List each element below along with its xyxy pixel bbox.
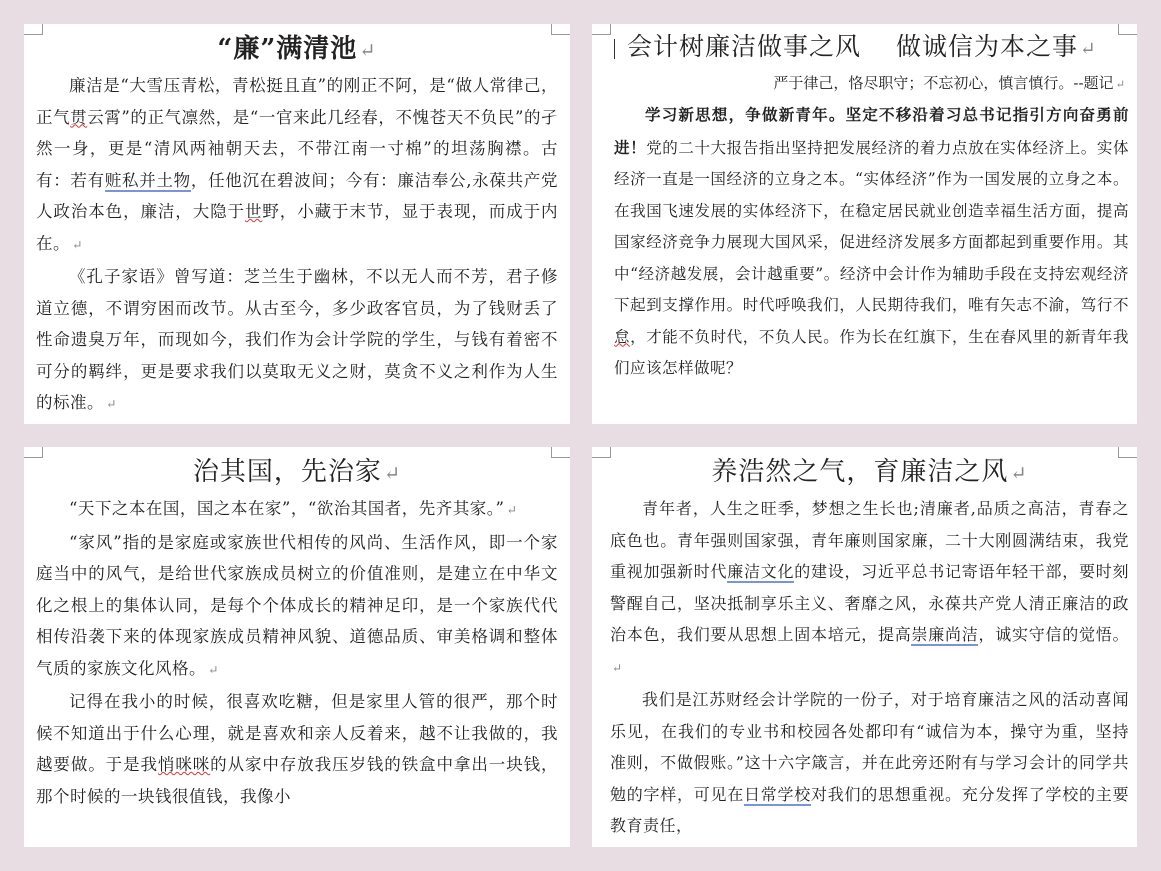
paragraph-mark-icon: ↵: [359, 39, 377, 62]
paragraph: 记得在我小的时候，很喜欢吃糖，但是家里人管的很严，那个时候不知道出于什么心理，就是喜欢和亲人反着来，越不让我做的，我越要做。于是我悄咪咪的从家中存放我压岁钱的铁盒中拿出一块钱，那个时候的一块钱很值钱，我像小: [36, 692, 559, 806]
paragraph-mark-icon: ↵: [612, 660, 623, 675]
page-corner-mark: [1118, 24, 1137, 35]
spell-error-word[interactable]: 悄咪咪: [157, 755, 211, 774]
document-title: “廉”满清池 ↵: [217, 34, 377, 64]
paragraph-mark-icon: ↵: [106, 397, 117, 411]
paragraph-mark-icon: ↵: [1079, 39, 1097, 60]
paragraph: 学习新思想，争做新青年。坚定不移沿着习总书记指引方向奋勇前进！党的二十大报告指出坚持把发展经济的着力点放在实体经济上。实体经济一直是一国经济的立身之本。“实体经济”作为一国发展的立身之本。在我国飞速发展的实体经济下，在稳定居民就业创造幸福生活方面，提高国家经济竞争力展现大国风采，促进经济发展多方面都起到重要作用。其中“经济越发展，会计越重要”。经济中会计作为辅助手段在支持宏观经济下起到支撑作用。时代呼唤我们，人民期待我们，唯有矢志不渝，笃行不怠，才能不负时代，不负人民。作为长在红旗下，生在春风里的新青年我们应该怎样做呢？: [614, 105, 1129, 377]
document-page-hao-ran-zhi-qi[interactable]: [592, 447, 1137, 847]
document-title: 会计树廉洁做事之风 做诚信为本之事 ↵: [614, 28, 1129, 69]
paragraph-mark-icon: ↵: [1010, 462, 1028, 485]
spell-error-word[interactable]: 贯: [70, 107, 88, 127]
page-corner-mark: [551, 447, 570, 458]
grammar-mark-word[interactable]: 日常学校: [744, 784, 811, 804]
page-corner-mark: [592, 24, 611, 35]
paragraph-mark-icon: ↵: [383, 462, 402, 485]
grammar-mark-word[interactable]: 廉洁文化: [727, 562, 795, 581]
page-corner-mark: [24, 24, 43, 35]
document-page-lian-man-qing-chi[interactable]: [24, 24, 570, 424]
page-corner-mark: [1118, 447, 1137, 458]
grammar-mark-word[interactable]: 赃私并土物: [104, 170, 191, 190]
epigraph: 严于律己，恪尽职守；不忘初心，慎言慎行。--题记 ↵: [773, 74, 1125, 92]
paragraph: “家风”指的是家庭或家族世代相传的风尚、生活作风，即一个家庭当中的风气，是给世代家族成员树立的价值准则，是建立在中华文化之根上的集体认同，是每个个体成长的精神足印，是一个家族代代相传沿袭下来的体现家族成员精神风貌、道德品质、审美格调和整体气质的家族文化风格。 ↵: [36, 532, 558, 678]
document-page-zhi-qi-guo[interactable]: [24, 447, 570, 847]
document-page-kuaiji-lianjie[interactable]: [592, 24, 1137, 424]
document-title: 治其国，先治家 ↵: [192, 457, 402, 487]
paragraph: 廉洁是“大雪压青松，青松挺且直”的刚正不阿，是“做人常律己，正气贯云霄”的正气凛然，是“一官来此几经春，不愧苍天不负民”的孑然一身，更是“清风两袖朝天去，不带江南一寸棉”的坦荡胸襟。古有：若有赃私并土物，任他沉在碧波间；今有：廉洁奉公,永葆共产党人政治本色，廉洁，大隐于世野，小藏于末节，显于表现，而成于内在。 ↵: [36, 76, 559, 253]
paragraph-mark-icon: ↵: [1115, 78, 1125, 91]
paragraph: 青年者，人生之旺季，梦想之生长也;清廉者,品质之高洁，青春之底色也。青年强则国家强，青年廉则国家廉，二十大刚圆满结束，我党重视加强新时代廉洁文化的建设，习近平总书记寄语年轻干部，要时刻警醒自己，坚决抵制享乐主义、奢靡之风，永葆共产党人清正廉洁的政治本色，我们要从思想上固本培元，提高崇廉尚洁，诚实守信的觉悟。↵: [610, 499, 1129, 675]
page-corner-mark: [551, 24, 570, 35]
paragraph: 《孔子家语》曾写道：芝兰生于幽林，不以无人而不芳，君子修道立德，不谓穷困而改节。从古至今，多少政客官员，为了钱财丢了性命遗臭万年，而现如今，我们作为会计学院的学生，与钱有着密不可分的羁绊，更是要求我们以莫取无义之财，莫贪不义之利作为人生的标准。 ↵: [36, 267, 558, 412]
spell-error-word[interactable]: 世: [244, 202, 263, 221]
text-cursor-icon: [614, 39, 615, 59]
spell-error-word[interactable]: 怠: [614, 327, 631, 346]
page-corner-mark: [592, 447, 611, 458]
paragraph-mark-icon: ↵: [208, 662, 219, 677]
paragraph-mark-icon: ↵: [506, 503, 518, 517]
paragraph-mark-icon: ↵: [72, 237, 83, 252]
page-corner-mark: [24, 447, 43, 458]
document-title: 养浩然之气，育廉洁之风 ↵: [711, 457, 1028, 487]
paragraph: 我们是江苏财经会计学院的一份子，对于培育廉洁之风的活动喜闻乐见，在我们的专业书和校园各处都印有“诚信为本，操守为重，坚持准则，不做假账。”这十六字箴言，并在此旁还附有与学习会计的同学共勉的字样，可见在日常学校对我们的思想重视。充分发挥了学校的主要教育责任，: [610, 690, 1129, 835]
paragraph: “天下之本在国，国之本在家”，“欲治其国者，先齐其家。” ↵: [69, 499, 518, 518]
grammar-mark-word[interactable]: 崇廉尚洁: [911, 625, 979, 644]
